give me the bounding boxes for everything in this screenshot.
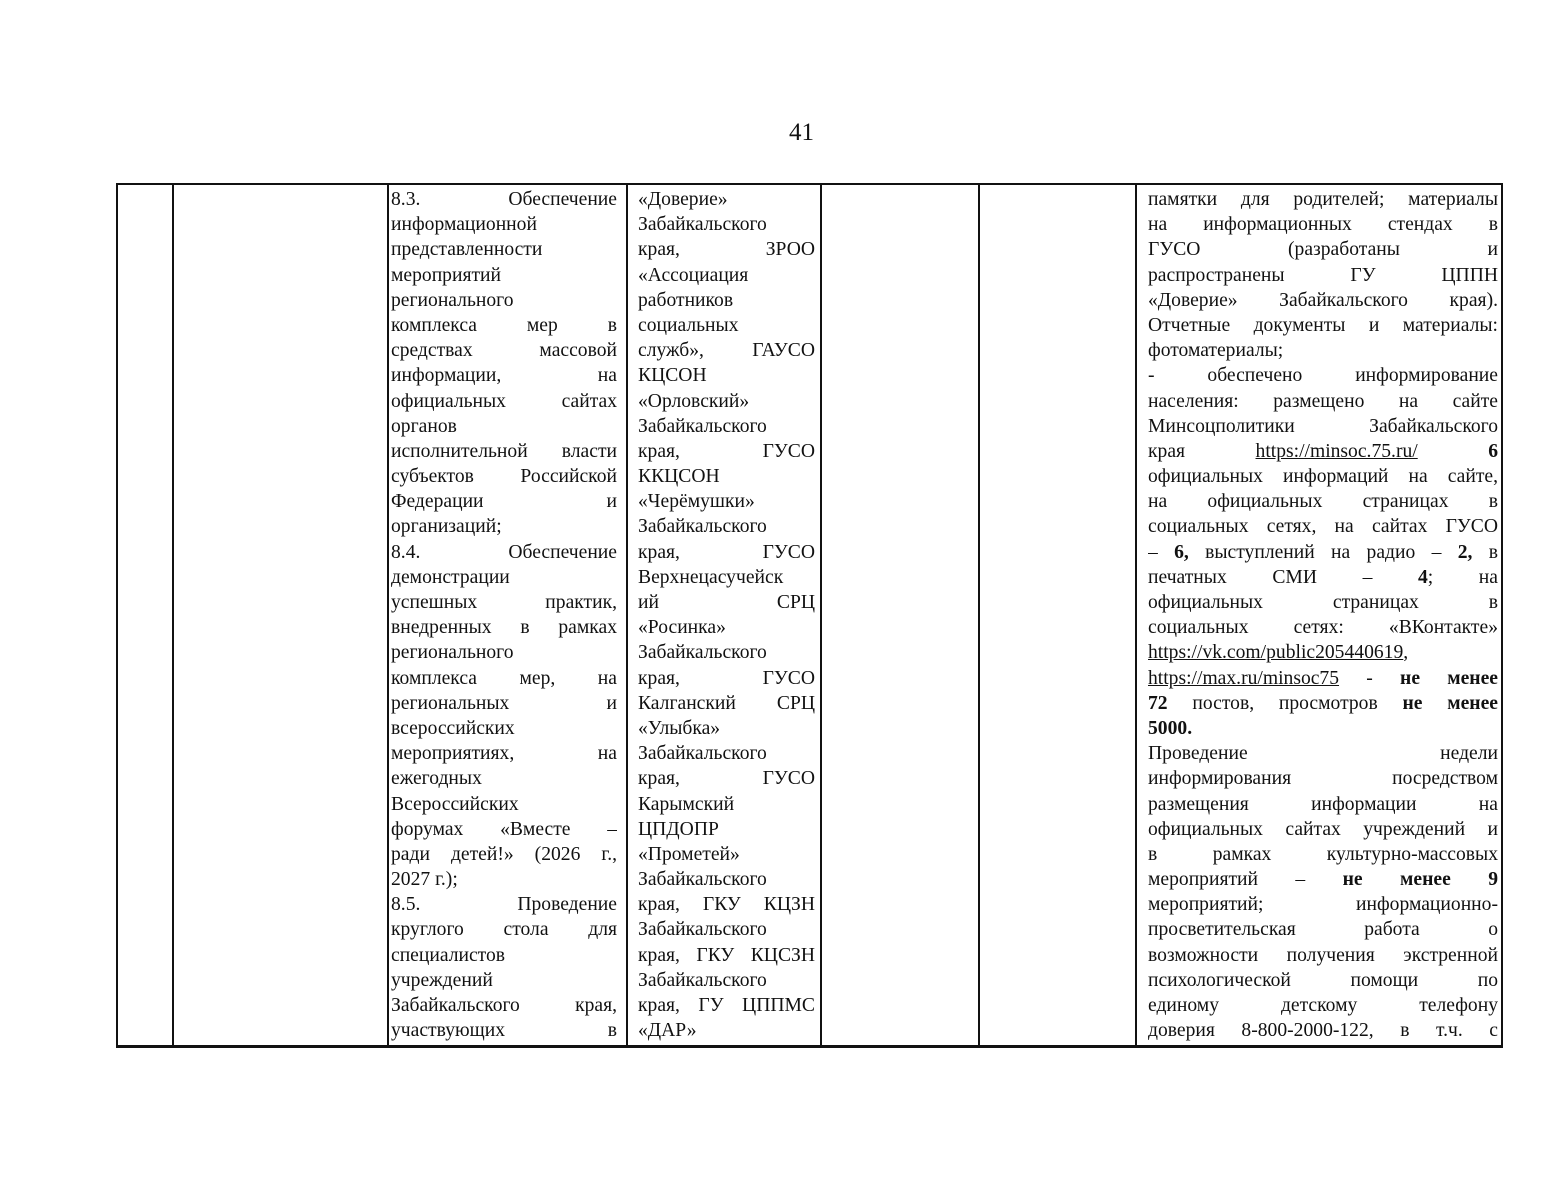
executor-text-line: Калганский СРЦ — [638, 692, 815, 714]
activity-text-line: представленности — [391, 239, 543, 261]
executor-text-line: Забайкальского — [638, 642, 767, 664]
activity-text-line: исполнительной власти — [391, 440, 617, 462]
activity-text-line: 8.4. Обеспечение — [391, 541, 617, 563]
activities-cell — [391, 187, 617, 1043]
executor-text-line: ЦПДОПР — [638, 818, 719, 840]
activity-text-line: субъектов Российской — [391, 466, 617, 488]
result-text-line: доверия 8-800-2000-122, в т.ч. с — [1148, 1020, 1498, 1042]
executor-text-line: Забайкальского — [638, 969, 767, 991]
executor-text-line: Забайкальского — [638, 919, 767, 941]
result-text-line: официальных сайтах учреждений и — [1148, 818, 1498, 840]
result-text-line: на информационных стендах в — [1148, 214, 1498, 236]
executor-text-line: Забайкальского — [638, 743, 767, 765]
activity-text-line: региональных и — [391, 692, 617, 714]
result-text-line: ГУСО (разработаны и — [1148, 239, 1498, 261]
result-text-line: «Доверие» Забайкальского края). — [1148, 289, 1498, 311]
activity-text-line: 8.3. Обеспечение — [391, 189, 617, 210]
executor-text-line: Карымский — [638, 793, 735, 815]
executor-text-line: Забайкальского — [638, 869, 767, 891]
activity-text-line: ради детей!» (2026 г., — [391, 843, 617, 865]
result-text-line: мероприятий – не менее 9 — [1148, 869, 1498, 891]
result-text-line: фотоматериалы; — [1148, 340, 1284, 362]
executor-text-line: «Доверие» — [638, 189, 728, 210]
result-text-line: возможности получения экстренной — [1148, 944, 1498, 966]
executor-text-line: края, ГУ ЦППМС — [638, 995, 815, 1016]
activity-text-line: круглого стола для — [391, 919, 617, 941]
result-text-line: - обеспечено информирование — [1148, 365, 1498, 387]
result-text-line: размещения информации на — [1148, 793, 1498, 815]
activity-text-line: мероприятиях, на — [391, 743, 617, 765]
result-text-line: просветительская работа о — [1148, 919, 1498, 941]
activity-text-line: организаций; — [391, 516, 502, 538]
result-text-line: – 6, выступлений на радио – 2, в — [1148, 541, 1498, 563]
executor-text-line: ККЦСОН — [638, 466, 720, 488]
activity-text-line: участвующих в — [391, 1020, 617, 1042]
result-text-line: населения: размещено на сайте — [1148, 390, 1498, 412]
result-text-line: в рамках культурно-массовых — [1148, 843, 1498, 865]
result-text-line: Проведение недели — [1148, 743, 1498, 765]
executor-text-line: края, ГКУ КЦЗН — [638, 894, 815, 916]
activity-text-line: внедренных в рамках — [391, 617, 617, 639]
executor-text-line: КЦСОН — [638, 365, 707, 387]
activity-text-line: успешных практик, — [391, 592, 617, 613]
page-number: 41 — [789, 119, 814, 146]
activity-text-line: комплекса мер в — [391, 314, 617, 336]
result-text-line: края https://minsoc.75.ru/ 6 — [1148, 440, 1498, 462]
column-divider — [820, 185, 822, 1045]
activity-text-line: ежегодных — [391, 768, 482, 790]
result-text-line: официальных страницах в — [1148, 592, 1498, 613]
activity-text-line: средствах массовой — [391, 340, 617, 362]
activity-text-line: органов — [391, 415, 457, 437]
column-divider — [387, 185, 389, 1045]
executor-text-line: «Ассоциация — [638, 264, 749, 286]
result-text-line: единому детскому телефону — [1148, 995, 1498, 1016]
result-text-line: Минсоцполитики Забайкальского — [1148, 415, 1498, 437]
executor-text-line: Забайкальского — [638, 415, 767, 437]
executor-text-line: края, ГУСО — [638, 667, 815, 689]
result-text-line: https://max.ru/minsoc75 - не менее — [1148, 667, 1498, 689]
executor-text-line: Забайкальского — [638, 516, 767, 538]
activity-text-line: демонстрации — [391, 566, 510, 588]
executor-text-line: «Орловский» — [638, 390, 750, 412]
activity-text-line: мероприятий — [391, 264, 502, 286]
result-text-line: официальных информаций на сайте, — [1148, 466, 1498, 488]
column-divider — [978, 185, 980, 1045]
result-text-line: 5000. — [1148, 717, 1193, 739]
activity-text-line: 8.5. Проведение — [391, 894, 617, 916]
activity-text-line: 2027 г.); — [391, 869, 458, 891]
executors-cell — [638, 187, 815, 1043]
executor-text-line: «Улыбка» — [638, 717, 721, 739]
activity-text-line: Забайкальского края, — [391, 995, 617, 1016]
executor-text-line: ий СРЦ — [638, 592, 815, 613]
activity-text-line: информационной — [391, 214, 537, 236]
executor-text-line: края, ГУСО — [638, 440, 815, 462]
result-text-line: на официальных страницах в — [1148, 491, 1498, 513]
activity-text-line: специалистов — [391, 944, 506, 966]
column-divider — [172, 185, 174, 1045]
activity-text-line: регионального — [391, 289, 514, 311]
activity-text-line: регионального — [391, 642, 514, 664]
executor-text-line: Верхнецасучейск — [638, 566, 784, 588]
executor-text-line: служб», ГАУСО — [638, 340, 815, 362]
result-text-line: психологической помощи по — [1148, 969, 1498, 991]
result-text-line: Отчетные документы и материалы: — [1148, 314, 1498, 336]
activity-text-line: комплекса мер, на — [391, 667, 617, 689]
activity-text-line: информации, на — [391, 365, 617, 387]
activity-text-line: официальных сайтах — [391, 390, 617, 412]
executor-text-line: социальных — [638, 314, 739, 336]
results-cell — [1148, 187, 1498, 1043]
executor-text-line: «Росинка» — [638, 617, 726, 639]
result-text-line: социальных сетях, на сайтах ГУСО — [1148, 516, 1498, 538]
column-divider — [626, 185, 628, 1045]
executor-text-line: Забайкальского — [638, 214, 767, 236]
result-text-line: https://vk.com/public205440619, — [1148, 642, 1409, 664]
plan-table — [116, 183, 1503, 1048]
executor-text-line: края, ЗРОО — [638, 239, 815, 261]
activity-text-line: форумах «Вместе – — [391, 818, 617, 840]
activity-text-line: всероссийских — [391, 717, 515, 739]
executor-text-line: «Прометей» — [638, 843, 740, 865]
executor-text-line: края, ГКУ КЦСЗН — [638, 944, 815, 966]
executor-text-line: «ДАР» — [638, 1020, 697, 1042]
activity-text-line: Всероссийских — [391, 793, 519, 815]
column-divider — [1135, 185, 1137, 1045]
executor-text-line: «Черёмушки» — [638, 491, 755, 513]
result-text-line: социальных сетях: «ВКонтакте» — [1148, 617, 1498, 639]
result-text-line: мероприятий; информационно- — [1148, 894, 1498, 916]
result-text-line: распространены ГУ ЦППН — [1148, 264, 1498, 286]
activity-text-line: учреждений — [391, 969, 493, 991]
result-text-line: информирования посредством — [1148, 768, 1498, 790]
executor-text-line: работников — [638, 289, 734, 311]
executor-text-line: края, ГУСО — [638, 768, 815, 790]
result-text-line: печатных СМИ – 4; на — [1148, 566, 1498, 588]
executor-text-line: края, ГУСО — [638, 541, 815, 563]
result-text-line: 72 постов, просмотров не менее — [1148, 692, 1498, 714]
activity-text-line: Федерации и — [391, 491, 617, 513]
result-text-line: памятки для родителей; материалы — [1148, 189, 1498, 210]
